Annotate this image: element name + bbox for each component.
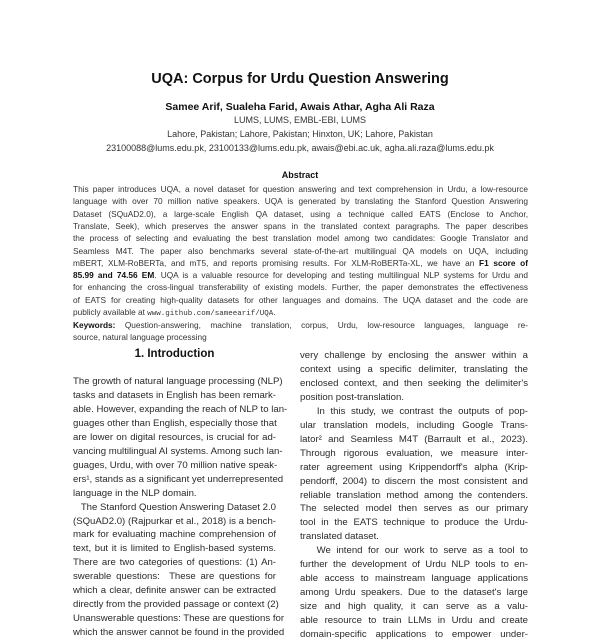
abstract-heading: Abstract: [281, 170, 319, 180]
body-text-line: The Stanford Question Answering Dataset 2.0: [73, 501, 277, 513]
abstract-text: publicly available at: [73, 307, 145, 317]
abstract-line: language with over 70 million native speakers. UQA is generated by translating the Stanford Question Answering: [73, 196, 528, 207]
abstract-line: This paper introduces UQA, a novel dataset for question answering and text comprehension in Urdu, a low-resource: [73, 184, 528, 194]
paper-title: UQA: Corpus for Urdu Question Answering: [151, 71, 449, 87]
body-text-line: context using a specific delimiter, translating the: [300, 363, 528, 375]
abstract-bold: 85.99 and 74.56 EM: [73, 270, 155, 281]
body-text-line: which a clear, definite answer can be extracted: [73, 585, 276, 597]
body-text-line: domain-specific applications to empower under-: [300, 629, 528, 640]
body-text-line: reliable translation method among the contenders.: [300, 489, 528, 501]
body-text-line: ular translation models, including Google Trans-: [300, 419, 528, 431]
body-text-line: language in the NLP domain.: [73, 487, 197, 499]
body-text-line: guages, Urdu, with over 70 million native speak-: [73, 459, 278, 471]
body-text-line: directly from the provided passage or context (2): [73, 599, 279, 611]
repository-link[interactable]: www.github.com/sameearif/UQA: [147, 310, 274, 318]
abstract-line: [73, 269, 528, 281]
section-heading-introduction: 1. Introduction: [134, 348, 215, 360]
body-text-line: among Urdu speakers. Due to the dataset's large: [300, 587, 528, 599]
body-text-line: very challenge by enclosing the answer within a: [300, 350, 528, 361]
body-text-line: size and high quality, it can serve as a valu-: [300, 601, 528, 613]
body-text-line: vancing multilingual AI systems. Among such lan-: [73, 445, 283, 457]
abstract-line: the process of selecting and evaluating the best translation model among two candidates: Google Translator and: [73, 233, 528, 244]
body-text-line: mark for evaluating machine comprehension of: [73, 529, 276, 541]
author-list: Samee Arif, Sualeha Farid, Awais Athar, Agha Ali Raza: [165, 101, 435, 113]
body-text-line: further the development of Urdu NLP tools to en-: [300, 559, 528, 571]
body-text-line: enclosed context, and then seeking the delimiter's: [300, 377, 528, 389]
body-text-line: tasks and datasets in English has been remark-: [73, 389, 276, 401]
body-text-line: lator² and Seamless M4T (Barrault et al., 2023).: [300, 433, 528, 445]
abstract-bold: F1 score of: [479, 257, 529, 268]
abstract-line: for enhancing the cross-lingual transferability of existing models. Further, the paper demonstrates the effectiveness: [73, 282, 528, 293]
body-text-line: which the answer cannot be found in the provided: [73, 627, 285, 639]
abstract-text: .: [273, 307, 276, 317]
body-text-line: The selected model then serves as our primary: [300, 503, 528, 515]
body-text-line: rater agreement using Krippendorff's alpha (Krip-: [300, 461, 528, 473]
body-text-line: pendorff, 2004) to discern the most consistent and: [300, 475, 528, 487]
keywords-text: Question-answering, machine translation, corpus, Urdu, low-resource languages, language re-: [124, 320, 528, 330]
locations: Lahore, Pakistan; Lahore, Pakistan; Hinxton, UK; Lahore, Pakistan: [167, 129, 433, 139]
abstract-line: Seamless M4T. The paper also benchmarks several state-of-the-art multilingual QA models on UQA, including: [73, 245, 528, 256]
body-text-line: able resource to train LLMs in Urdu and create: [300, 615, 528, 627]
body-text-line: able. However, expanding the reach of NLP to lan-: [73, 403, 288, 415]
body-text-line: swerable questions: These are questions for: [73, 571, 276, 583]
abstract-text: . UQA is a valuable resource for developing and testing multilingual NLP systems for Urdu and: [154, 270, 529, 281]
keywords-label: Keywords:: [73, 320, 116, 330]
abstract-line: of EATS for creating high-quality datasets for other languages and domains. The UQA dataset and the code are: [73, 294, 528, 305]
body-text-line: The growth of natural language processing (NLP): [73, 376, 283, 387]
body-text-line: Through rigorous evaluation, we measure inter-: [300, 447, 528, 459]
body-text-line: are lower on digital resources, is crucial for ad-: [73, 431, 276, 443]
abstract-line: [73, 306, 528, 318]
keywords-line: source, natural language processing: [73, 332, 207, 342]
body-text-line: Unanswerable questions: These are questions for: [73, 613, 285, 625]
abstract-line: Translate, Seek), which preserves the answer spans in the translated context paragraphs. The paper describes: [73, 220, 528, 231]
body-text-line: translated dataset.: [300, 531, 379, 543]
body-text-line: There are two categories of questions: (1) An-: [73, 557, 276, 569]
abstract-line: [73, 257, 528, 269]
emails: 23100088@lums.edu.pk, 23100133@lums.edu.pk, awais@ebi.ac.uk, agha.ali.raza@lums.edu.pk: [106, 143, 494, 153]
body-text-line: In this study, we contrast the outputs of pop-: [300, 405, 528, 417]
body-text-line: able access to mainstream language applications: [300, 573, 528, 585]
abstract-text: mBERT, XLM-RoBERTa, and mT5, and reports promising results. For XLM-RoBERTa-XL, we have an: [73, 257, 475, 268]
body-text-line: ers¹, stands as a significant yet underrepresented: [73, 473, 284, 485]
body-text-line: (SQuAD2.0) (Rajpurkar et al., 2018) is a bench-: [73, 515, 276, 527]
keywords-line: [73, 319, 528, 331]
body-text-line: guages other than English, especially those that: [73, 417, 277, 429]
body-text-line: text, but it is limited to English-based systems.: [73, 543, 276, 555]
affiliations: LUMS, LUMS, EMBL-EBI, LUMS: [233, 115, 367, 125]
body-text-line: We intend for our work to serve as a tool to: [300, 545, 528, 557]
abstract-line: Dataset (SQuAD2.0), a large-scale English QA dataset, using a technique called EATS (Enclose to Anchor,: [73, 208, 528, 219]
body-text-line: position post-translation.: [300, 391, 404, 403]
body-text-line: tool in the EATS technique to produce the Urdu-: [300, 517, 528, 529]
